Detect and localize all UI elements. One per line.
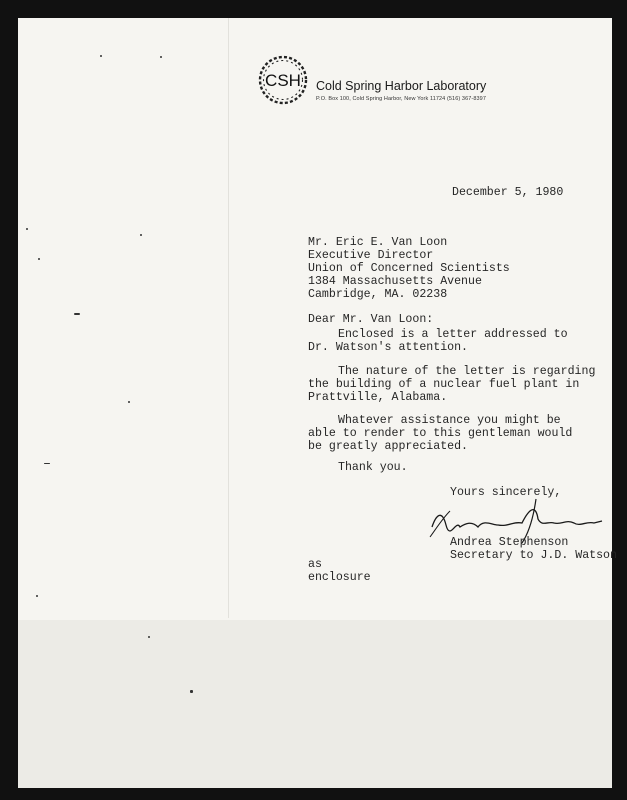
scan-speck — [148, 636, 150, 638]
letter-date: December 5, 1980 — [452, 186, 564, 199]
typist-initials: as — [308, 558, 322, 571]
scan-speck — [160, 56, 162, 58]
scan-speck — [100, 55, 102, 57]
scan-speck — [140, 234, 142, 236]
body-line: The nature of the letter is regarding — [338, 365, 596, 378]
body-line: the building of a nuclear fuel plant in — [308, 378, 580, 391]
scan-speck — [128, 401, 130, 403]
signer-name: Andrea Stephenson — [450, 536, 569, 549]
valediction: Yours sincerely, — [450, 486, 562, 499]
organization-name: Cold Spring Harbor Laboratory — [316, 79, 487, 93]
recipient-line: Cambridge, MA. 02238 — [308, 288, 448, 301]
salutation: Dear Mr. Van Loon: — [308, 313, 434, 326]
recipient-line: Union of Concerned Scientists — [308, 262, 510, 275]
recipient-line: Mr. Eric E. Van Loon — [308, 236, 448, 249]
csh-logo — [257, 54, 309, 106]
scan-speck — [36, 595, 38, 597]
recipient-line: 1384 Massachusetts Avenue — [308, 275, 482, 288]
body-line: Prattville, Alabama. — [308, 391, 448, 404]
scan-speck — [44, 463, 50, 464]
logo-text: CSH — [265, 71, 301, 90]
page-fold-line — [228, 18, 229, 618]
body-line: able to render to this gentleman would — [308, 427, 573, 440]
body-line: be greatly appreciated. — [308, 440, 469, 453]
organization-address: P.O. Box 100, Cold Spring Harbor, New York 11724 (516) 367-8397 — [316, 96, 486, 102]
enclosure-note: enclosure — [308, 571, 371, 584]
body-line: Enclosed is a letter addressed to — [338, 328, 568, 341]
underlying-page-edge — [18, 620, 612, 788]
signer-title: Secretary to J.D. Watson — [450, 549, 617, 562]
scan-speck — [26, 228, 28, 230]
thank-you: Thank you. — [338, 461, 408, 474]
scan-speck — [38, 258, 40, 260]
scan-speck — [74, 313, 80, 315]
body-line: Dr. Watson's attention. — [308, 341, 469, 354]
scan-speck — [190, 690, 193, 693]
body-line: Whatever assistance you might be — [338, 414, 561, 427]
recipient-line: Executive Director — [308, 249, 434, 262]
